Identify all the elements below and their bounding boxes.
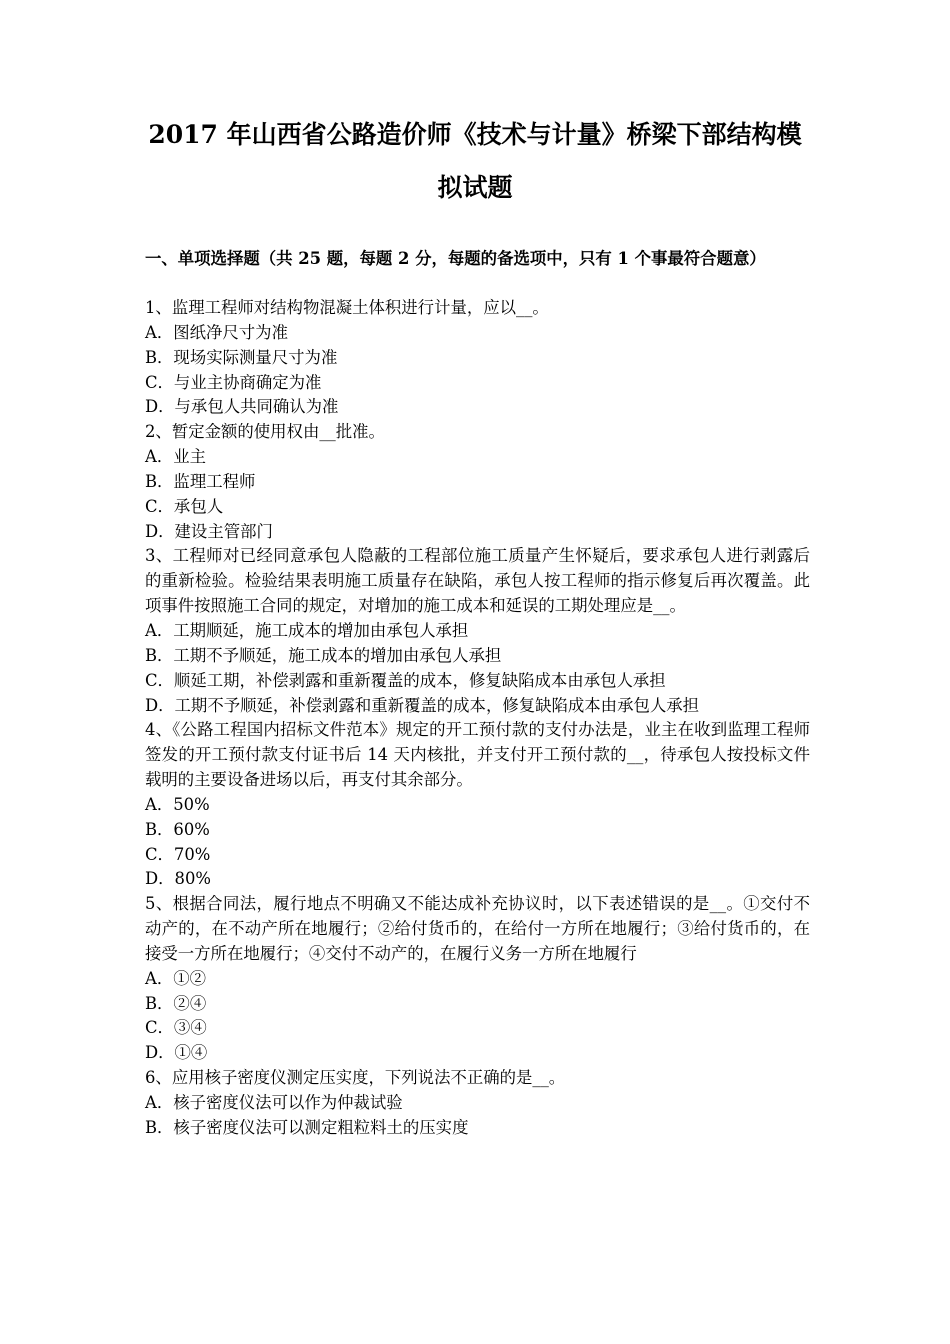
section-heading: 一、单项选择题（共 25 题，每题 2 分，每题的备选项中，只有 1 个事最符合题意） [145, 249, 766, 268]
question-5-option-c: C．③④ [145, 1018, 207, 1038]
question-2-stem: 2、暂定金额的使用权由__批准。 [145, 422, 385, 442]
question-5-stem: 5、根据合同法，履行地点不明确又不能达成补充协议时，以下表述错误的是__。①交付不动产的，在不动产所在地履行；②给付货币的，在给付一方所在地履行；③给付货币的，在接受一方所在地履行；④交付不动产的，在履行义务一方所在地履行 [145, 894, 810, 963]
question-6-stem: 6、应用核子密度仪测定压实度，下列说法不正确的是__。 [145, 1068, 566, 1088]
question-6-option-b: B．核子密度仪法可以测定粗粒料土的压实度 [145, 1117, 469, 1137]
question-5-option-b: B．②④ [145, 993, 207, 1013]
question-4-stem: 4、《公路工程国内招标文件范本》规定的开工预付款的支付办法是，业主在收到监理工程师签发的开工预付款支付证书后 14 天内核批，并支付开工预付款的__，待承包人按投标文件载明的主要设备进场以后，再支付其余部分。 [145, 720, 810, 790]
question-4-option-b: B．60% [145, 819, 210, 839]
question-1-option-d: D．与承包人共同确认为准 [145, 397, 339, 417]
question-3-option-b: B．工期不予顺延，施工成本的增加由承包人承担 [145, 645, 502, 665]
question-1-option-b: B．现场实际测量尺寸为准 [145, 347, 338, 367]
question-2-option-c: C．承包人 [145, 496, 224, 516]
question-6-option-a: A．核子密度仪法可以作为仲裁试验 [145, 1093, 403, 1112]
question-3-option-d: D．工期不予顺延，补偿剥露和重新覆盖的成本，修复缺陷成本由承包人承担 [145, 695, 700, 715]
question-2-option-b: B．监理工程师 [145, 471, 256, 491]
question-3-stem: 3、工程师对已经同意承包人隐蔽的工程部位施工质量产生怀疑后，要求承包人进行剥露后的重新检验。检验结果表明施工质量存在缺陷，承包人按工程师的指示修复后再次覆盖。此项事件按照施工合同的规定，对增加的施工成本和延误的工期处理应是__。 [145, 546, 810, 616]
question-1-option-c: C．与业主协商确定为准 [145, 372, 322, 392]
question-1-stem: 1、监理工程师对结构物混凝土体积进行计量，应以__。 [145, 298, 549, 317]
question-1-option-a: A．图纸净尺寸为准 [145, 322, 288, 342]
question-2-option-d: D．建设主管部门 [145, 521, 273, 541]
question-5-option-d: D．①④ [145, 1043, 208, 1063]
document-title-line-2: 拟试题 [437, 173, 513, 202]
question-4-option-d: D．80% [145, 869, 211, 889]
question-3-option-c: C．顺延工期，补偿剥露和重新覆盖的成本，修复缺陷成本由承包人承担 [145, 670, 666, 690]
question-list [145, 296, 810, 1141]
question-5-option-a: A．①② [145, 968, 207, 988]
question-3-option-a: A．工期顺延，施工成本的增加由承包人承担 [145, 620, 469, 640]
document-title-line-1: 2017 年山西省公路造价师《技术与计量》桥梁下部结构模 [148, 120, 802, 149]
question-4-option-a: A．50% [145, 794, 210, 814]
question-2-option-a: A．业主 [145, 447, 207, 467]
question-4-option-c: C．70% [145, 844, 211, 864]
